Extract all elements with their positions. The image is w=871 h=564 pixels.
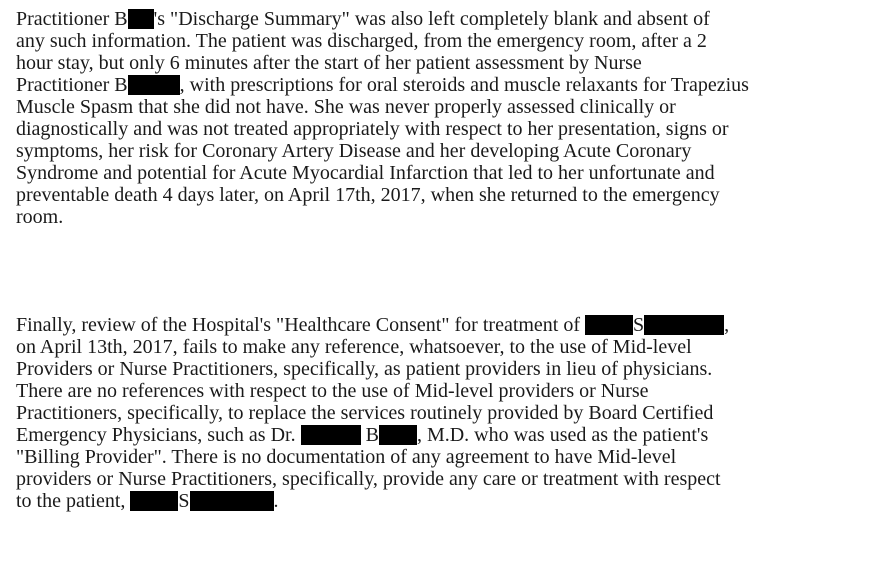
text-segment: to the patient, — [16, 490, 131, 512]
paragraph-2-line-1 — [16, 314, 729, 336]
text-segment: S — [178, 490, 190, 512]
paragraph-1-line-2: any such information. The patient was discharged, from the emergency room, after a 2 — [16, 30, 707, 52]
text-segment: , with prescriptions for oral steroids and muscle relaxants for Trapezius — [179, 74, 749, 96]
paragraph-2-line-4: There are no references with respect to the use of Mid-level providers or Nurse — [16, 380, 649, 402]
paragraph-2-line-5: Practitioners, specifically, to replace the services routinely provided by Board Certified — [16, 402, 714, 424]
text-segment: , — [724, 314, 730, 336]
paragraph-1-line-3: hour stay, but only 6 minutes after the start of her patient assessment by Nurse — [16, 52, 642, 74]
text-segment: Practitioner B — [16, 8, 128, 30]
text-segment: B — [360, 424, 379, 446]
text-segment: S — [633, 314, 645, 336]
paragraph-1-line-8: Syndrome and potential for Acute Myocardial Infarction that led to her unfortunate and — [16, 162, 715, 184]
paragraph-1-line-7: symptoms, her risk for Coronary Artery Disease and her developing Acute Coronary — [16, 140, 692, 162]
redaction-box — [301, 425, 361, 445]
paragraph-1-line-1 — [16, 8, 710, 30]
redaction-box — [130, 491, 178, 511]
paragraph-1-line-9: preventable death 4 days later, on April 17th, 2017, when she returned to the emergency — [16, 184, 720, 206]
paragraph-2-line-3: Providers or Nurse Practitioners, specifically, as patient providers in lieu of physicians. — [16, 358, 713, 380]
redaction-box — [644, 315, 724, 335]
text-segment: 's "Discharge Summary" was also left completely blank and absent of — [153, 8, 710, 30]
redaction-box — [379, 425, 417, 445]
paragraph-2-line-2: on April 13th, 2017, fails to make any reference, whatsoever, to the use of Mid-level — [16, 336, 692, 358]
paragraph-1-line-4 — [16, 74, 749, 96]
text-segment: . — [273, 490, 279, 512]
paragraph-2-line-6 — [16, 424, 708, 446]
redaction-box — [585, 315, 633, 335]
paragraph-1-line-5: Muscle Spasm that she did not have. She was never properly assessed clinically or — [16, 96, 676, 118]
paragraph-2-line-8: providers or Nurse Practitioners, specifically, provide any care or treatment with respect — [16, 468, 721, 490]
paragraph-2-line-7: "Billing Provider". There is no documentation of any agreement to have Mid-level — [16, 446, 677, 468]
redaction-box — [128, 75, 180, 95]
text-segment: Practitioner B — [16, 74, 128, 96]
text-segment: Emergency Physicians, such as Dr. — [16, 424, 301, 446]
paragraph-2-line-9 — [16, 490, 279, 512]
redaction-box — [190, 491, 274, 511]
text-segment: , M.D. who was used as the patient's — [416, 424, 709, 446]
redaction-box — [128, 9, 154, 29]
paragraph-1-line-6: diagnostically and was not treated appropriately with respect to her presentation, signs or — [16, 118, 729, 140]
paragraph-1-line-10: room. — [16, 206, 64, 228]
text-segment: Finally, review of the Hospital's "Healthcare Consent" for treatment of — [16, 314, 586, 336]
